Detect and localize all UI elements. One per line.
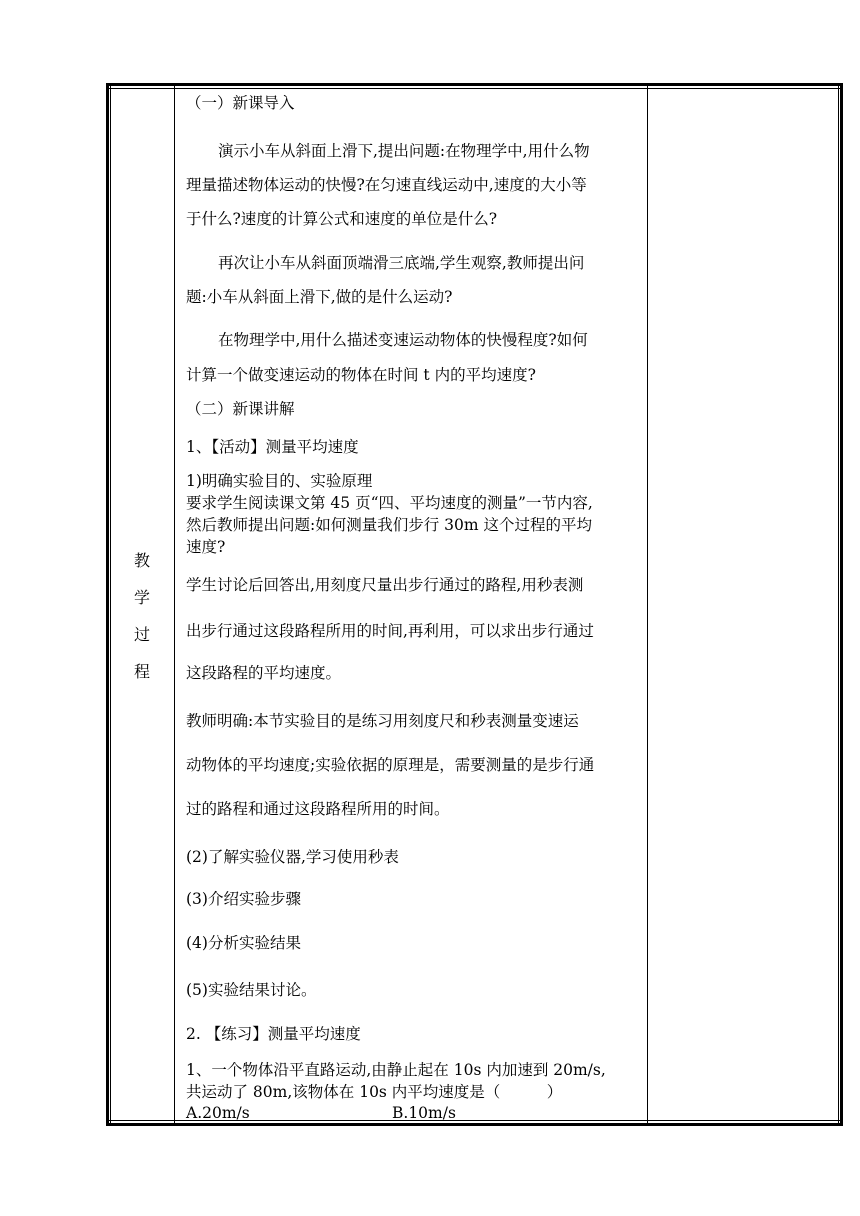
- paragraph-line: 在物理学中,用什么描述变速运动物体的快慢程度?如何: [218, 331, 588, 349]
- side-label-char: 教: [133, 551, 150, 570]
- table-top-rule: [106, 88, 843, 89]
- content-column-rule: [647, 86, 648, 1123]
- paragraph-line: 出步行通过这段路程所用的时间,再利用，可以求出步行通过: [186, 622, 594, 640]
- paragraph-line: 动物体的平均速度;实验依据的原理是，需要测量的是步行通: [186, 756, 595, 774]
- paragraph-line: 速度?: [186, 538, 226, 556]
- activity-heading: 1、【活动】测量平均速度: [186, 438, 359, 456]
- paragraph-line: 题:小车从斜面上滑下,做的是什么运动?: [186, 288, 453, 306]
- exercise-heading: 2. 【练习】测量平均速度: [186, 1025, 361, 1043]
- paragraph-line: 于什么?速度的计算公式和速度的单位是什么?: [186, 210, 498, 228]
- list-item: (4)分析实验结果: [186, 934, 301, 952]
- section-heading: （二）新课讲解: [186, 400, 295, 418]
- side-label-char: 学: [133, 588, 150, 607]
- label-column-rule: [174, 86, 175, 1123]
- table-right-rule: [838, 86, 839, 1123]
- paragraph-line: 学生讨论后回答出,用刻度尺量出步行通过的路程,用秒表测: [186, 576, 584, 594]
- paragraph-line: 过的路程和通过这段路程所用的时间。: [186, 800, 450, 818]
- section-heading: （一）新课导入: [186, 94, 295, 112]
- list-item: (3)介绍实验步骤: [186, 890, 301, 908]
- paragraph-line: 要求学生阅读课文第 45 页“四、平均速度的测量”一节内容,: [186, 494, 593, 512]
- paragraph-line: 理量描述物体运动的快慢?在匀速直线运动中,速度的大小等: [186, 176, 587, 194]
- paragraph-line: 然后教师提出问题:如何测量我们步行 30m 这个过程的平均: [186, 516, 592, 534]
- paragraph-line: 教师明确:本节实验目的是练习用刻度尺和秒表测量变速运: [186, 712, 579, 730]
- side-label-char: 过: [133, 625, 150, 644]
- question-line: 共运动了 80m,该物体在 10s 内平均速度是（ ）: [186, 1083, 563, 1101]
- side-label-char: 程: [133, 662, 150, 681]
- table-left-rule: [110, 86, 111, 1123]
- answer-option-a: A.20m/s: [186, 1104, 250, 1122]
- list-item: (5)实验结果讨论。: [186, 981, 317, 999]
- question-line: 1、一个物体沿平直路运动,由静止起在 10s 内加速到 20m/s,: [186, 1061, 606, 1079]
- answer-option-b: B.10m/s: [392, 1104, 456, 1122]
- paragraph-line: 计算一个做变速运动的物体在时间 t 内的平均速度?: [186, 366, 536, 384]
- lesson-table: [106, 83, 843, 1126]
- paragraph-line: 再次让小车从斜面顶端滑三底端,学生观察,教师提出问: [218, 254, 585, 272]
- paragraph-line: 这段路程的平均速度。: [186, 664, 342, 682]
- paragraph-line: 演示小车从斜面上滑下,提出问题:在物理学中,用什么物: [218, 142, 590, 160]
- paragraph-line: 1)明确实验目的、实验原理: [186, 472, 373, 490]
- list-item: (2)了解实验仪器,学习使用秒表: [186, 848, 399, 866]
